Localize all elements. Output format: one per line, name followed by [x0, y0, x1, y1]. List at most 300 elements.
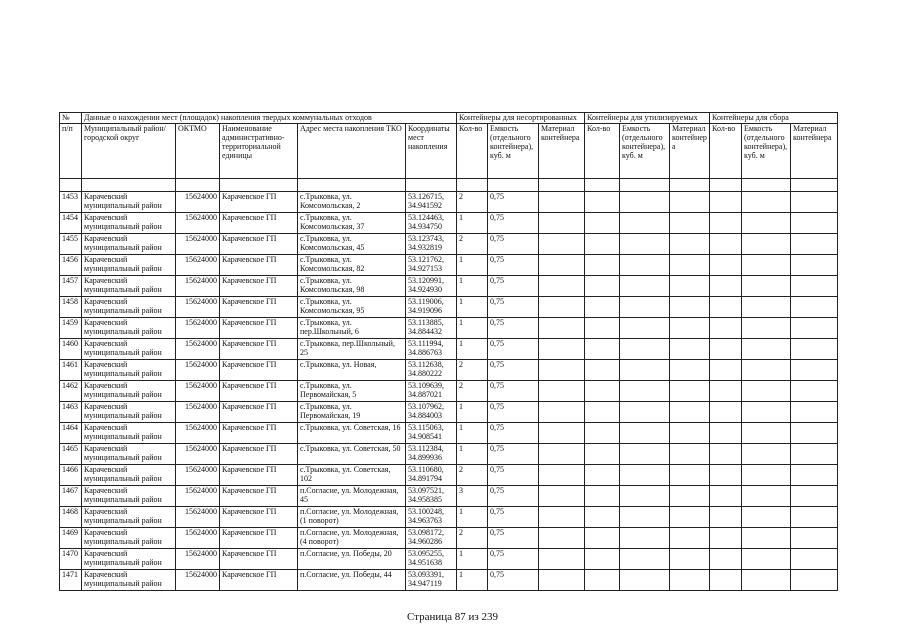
- cell-empty: [585, 486, 620, 507]
- cell-empty: [620, 402, 670, 423]
- cell-empty: [539, 297, 585, 318]
- cell-empty: [539, 360, 585, 381]
- cell-name: Карачевское ГП: [220, 360, 298, 381]
- cell-empty: [539, 318, 585, 339]
- cell-oktmo: 15624000: [176, 318, 220, 339]
- cell-volume: 0,75: [488, 297, 539, 318]
- cell-coords: 53.123743, 34.932819: [406, 234, 457, 255]
- table-row: [60, 297, 838, 318]
- table-row: [60, 339, 838, 360]
- cell-district: Карачевский муниципальный район: [82, 381, 176, 402]
- cell-empty: [710, 549, 742, 570]
- cell-volume: 0,75: [488, 486, 539, 507]
- cell-no: 1468: [60, 507, 82, 528]
- cell-oktmo: 15624000: [176, 549, 220, 570]
- cell-oktmo: 15624000: [176, 234, 220, 255]
- cell-empty: [620, 486, 670, 507]
- cell-empty: [791, 381, 838, 402]
- cell-name: Карачевское ГП: [220, 381, 298, 402]
- cell-name: Карачевское ГП: [220, 423, 298, 444]
- cell-oktmo: 15624000: [176, 360, 220, 381]
- cell-empty: [585, 234, 620, 255]
- cell-address: п.Согласие, ул. Победы, 20: [298, 549, 406, 570]
- cell-oktmo: 15624000: [176, 381, 220, 402]
- col-name: Наименование административно-территориальной единицы: [220, 124, 298, 179]
- cell-oktmo: 15624000: [176, 255, 220, 276]
- table-row: [60, 444, 838, 465]
- cell-empty: [670, 276, 710, 297]
- cell-empty: [620, 255, 670, 276]
- cell-empty: [791, 549, 838, 570]
- cell-address: п.Согласие, ул. Победы, 44: [298, 570, 406, 591]
- cell-oktmo: 15624000: [176, 213, 220, 234]
- cell-empty: [710, 213, 742, 234]
- cell-volume: 0,75: [488, 549, 539, 570]
- cell-empty: [585, 213, 620, 234]
- cell-no: 1453: [60, 192, 82, 213]
- cell-empty: [539, 213, 585, 234]
- cell-empty: [791, 486, 838, 507]
- cell-empty: [585, 549, 620, 570]
- cell-empty: [539, 444, 585, 465]
- cell-district: Карачевский муниципальный район: [82, 255, 176, 276]
- cell-qty: 1: [457, 444, 488, 465]
- cell-empty: [585, 276, 620, 297]
- waste-sites-table: [59, 112, 838, 591]
- col-material-3: Материал контейнера: [791, 124, 838, 179]
- col-qty-3: Кол-во: [710, 124, 742, 179]
- cell-qty: 3: [457, 486, 488, 507]
- cell-empty: [670, 318, 710, 339]
- cell-empty: [670, 297, 710, 318]
- cell-oktmo: 15624000: [176, 486, 220, 507]
- cell-address: с.Трыковка, ул. пер.Школьный, 6: [298, 318, 406, 339]
- cell-address: с.Трыковка, ул. Комсомольская, 82: [298, 255, 406, 276]
- cell-empty: [585, 318, 620, 339]
- cell-qty: 1: [457, 255, 488, 276]
- cell-empty: [539, 402, 585, 423]
- cell-volume: 0,75: [488, 318, 539, 339]
- cell-no: 1463: [60, 402, 82, 423]
- group-unsorted: Контейнеры для несортированных: [457, 113, 585, 124]
- cell-empty: [742, 444, 791, 465]
- cell-no: 1471: [60, 570, 82, 591]
- cell-empty: [791, 402, 838, 423]
- table-row: [60, 507, 838, 528]
- cell-address: п.Согласие, ул. Молодежная, (4 поворот): [298, 528, 406, 549]
- cell-empty: [620, 444, 670, 465]
- table-row: [60, 423, 838, 444]
- cell-empty: [539, 507, 585, 528]
- cell-coords: 53.093391, 34.947119: [406, 570, 457, 591]
- cell-empty: [585, 381, 620, 402]
- table-row: [60, 486, 838, 507]
- cell-district: Карачевский муниципальный район: [82, 402, 176, 423]
- cell-empty: [791, 570, 838, 591]
- cell-name: Карачевское ГП: [220, 213, 298, 234]
- cell-address: с.Трыковка, ул. Комсомольская, 2: [298, 192, 406, 213]
- cell-empty: [585, 570, 620, 591]
- cell-empty: [710, 192, 742, 213]
- cell-empty: [670, 234, 710, 255]
- cell-empty: [742, 318, 791, 339]
- cell-district: Карачевский муниципальный район: [82, 465, 176, 486]
- table-row: [60, 465, 838, 486]
- cell-district: Карачевский муниципальный район: [82, 276, 176, 297]
- cell-empty: [710, 444, 742, 465]
- cell-empty: [670, 465, 710, 486]
- cell-name: Карачевское ГП: [220, 255, 298, 276]
- cell-empty: [620, 234, 670, 255]
- cell-qty: 2: [457, 360, 488, 381]
- cell-empty: [791, 444, 838, 465]
- cell-qty: 1: [457, 339, 488, 360]
- cell-empty: [620, 360, 670, 381]
- cell-address: с.Трыковка, ул. Первомайская, 5: [298, 381, 406, 402]
- cell-district: Карачевский муниципальный район: [82, 528, 176, 549]
- cell-address: п.Согласие, ул. Молодежная, 45: [298, 486, 406, 507]
- cell-no: 1469: [60, 528, 82, 549]
- cell-address: с.Трыковка, ул. Комсомольская, 95: [298, 297, 406, 318]
- cell-coords: 53.097521, 34.958385: [406, 486, 457, 507]
- cell-empty: [710, 297, 742, 318]
- cell-coords: 53.112384, 34.899936: [406, 444, 457, 465]
- cell-empty: [742, 423, 791, 444]
- col-volume-3: Емкость (отдельного контейнера), куб. м: [742, 124, 791, 179]
- cell-empty: [710, 402, 742, 423]
- table-row: [60, 570, 838, 591]
- cell-district: Карачевский муниципальный район: [82, 234, 176, 255]
- cell-district: Карачевский муниципальный район: [82, 318, 176, 339]
- cell-coords: 53.095255, 34.951638: [406, 549, 457, 570]
- cell-oktmo: 15624000: [176, 570, 220, 591]
- table-row: [60, 528, 838, 549]
- cell-oktmo: 15624000: [176, 465, 220, 486]
- header-row-groups: [60, 113, 838, 124]
- cell-empty: [670, 570, 710, 591]
- cell-empty: [539, 465, 585, 486]
- cell-empty: [539, 234, 585, 255]
- cell-empty: [710, 381, 742, 402]
- col-district: Муниципальный район/городской округ: [82, 124, 176, 179]
- cell-empty: [742, 276, 791, 297]
- cell-empty: [585, 402, 620, 423]
- cell-empty: [539, 549, 585, 570]
- cell-empty: [620, 465, 670, 486]
- cell-name: Карачевское ГП: [220, 234, 298, 255]
- cell-qty: 1: [457, 297, 488, 318]
- cell-empty: [710, 339, 742, 360]
- cell-empty: [620, 318, 670, 339]
- cell-empty: [710, 486, 742, 507]
- cell-volume: 0,75: [488, 570, 539, 591]
- col-address: Адрес места накопления ТКО: [298, 124, 406, 179]
- cell-empty: [585, 528, 620, 549]
- cell-empty: [620, 381, 670, 402]
- col-no: п/п: [60, 124, 82, 179]
- cell-oktmo: 15624000: [176, 402, 220, 423]
- table-row: [60, 402, 838, 423]
- cell-name: Карачевское ГП: [220, 570, 298, 591]
- cell-empty: [742, 360, 791, 381]
- cell-name: Карачевское ГП: [220, 549, 298, 570]
- cell-empty: [710, 423, 742, 444]
- cell-volume: 0,75: [488, 423, 539, 444]
- cell-empty: [585, 297, 620, 318]
- cell-volume: 0,75: [488, 339, 539, 360]
- cell-empty: [585, 465, 620, 486]
- cell-oktmo: 15624000: [176, 423, 220, 444]
- cell-oktmo: 15624000: [176, 297, 220, 318]
- col-volume: Емкость (отдельного контейнера), куб. м: [488, 124, 539, 179]
- cell-empty: [585, 444, 620, 465]
- cell-empty: [742, 213, 791, 234]
- cell-qty: 1: [457, 423, 488, 444]
- cell-volume: 0,75: [488, 528, 539, 549]
- cell-empty: [585, 423, 620, 444]
- cell-volume: 0,75: [488, 255, 539, 276]
- col-material: Материал контейнера: [539, 124, 585, 179]
- cell-district: Карачевский муниципальный район: [82, 423, 176, 444]
- cell-empty: [791, 213, 838, 234]
- cell-district: Карачевский муниципальный район: [82, 297, 176, 318]
- cell-empty: [670, 507, 710, 528]
- cell-empty: [539, 486, 585, 507]
- table-row: [60, 234, 838, 255]
- cell-coords: 53.121762, 34.927153: [406, 255, 457, 276]
- cell-empty: [585, 360, 620, 381]
- cell-volume: 0,75: [488, 507, 539, 528]
- cell-no: 1467: [60, 486, 82, 507]
- cell-district: Карачевский муниципальный район: [82, 192, 176, 213]
- cell-empty: [670, 381, 710, 402]
- cell-empty: [620, 570, 670, 591]
- table-row: [60, 318, 838, 339]
- cell-volume: 0,75: [488, 381, 539, 402]
- cell-name: Карачевское ГП: [220, 465, 298, 486]
- cell-oktmo: 15624000: [176, 507, 220, 528]
- cell-empty: [585, 339, 620, 360]
- cell-no: 1454: [60, 213, 82, 234]
- cell-name: Карачевское ГП: [220, 402, 298, 423]
- cell-name: Карачевское ГП: [220, 339, 298, 360]
- cell-empty: [670, 339, 710, 360]
- cell-volume: 0,75: [488, 213, 539, 234]
- cell-empty: [539, 339, 585, 360]
- cell-empty: [742, 402, 791, 423]
- cell-empty: [670, 402, 710, 423]
- cell-address: п.Согласие, ул. Молодежная, (1 поворот): [298, 507, 406, 528]
- cell-volume: 0,75: [488, 192, 539, 213]
- cell-empty: [539, 192, 585, 213]
- cell-qty: 1: [457, 507, 488, 528]
- cell-address: с.Трыковка, ул. Советская, 50: [298, 444, 406, 465]
- cell-oktmo: 15624000: [176, 192, 220, 213]
- cell-empty: [620, 192, 670, 213]
- cell-empty: [539, 570, 585, 591]
- cell-no: 1470: [60, 549, 82, 570]
- cell-name: Карачевское ГП: [220, 297, 298, 318]
- table-row: [60, 192, 838, 213]
- cell-empty: [710, 507, 742, 528]
- cell-qty: 2: [457, 465, 488, 486]
- cell-oktmo: 15624000: [176, 276, 220, 297]
- cell-empty: [670, 444, 710, 465]
- cell-coords: 53.107962, 34.884003: [406, 402, 457, 423]
- cell-qty: 1: [457, 318, 488, 339]
- col-qty: Кол-во: [457, 124, 488, 179]
- cell-qty: 1: [457, 549, 488, 570]
- table-row: [60, 213, 838, 234]
- cell-name: Карачевское ГП: [220, 318, 298, 339]
- table-row: [60, 549, 838, 570]
- table-row: [60, 276, 838, 297]
- cell-empty: [620, 297, 670, 318]
- col-material-2: Материал контейнер а: [670, 124, 710, 179]
- cell-empty: [742, 192, 791, 213]
- cell-qty: 2: [457, 528, 488, 549]
- cell-address: с.Трыковка, ул. Советская, 102: [298, 465, 406, 486]
- cell-empty: [742, 507, 791, 528]
- cell-empty: [670, 528, 710, 549]
- cell-address: с.Трыковка, пер.Школьный, 25: [298, 339, 406, 360]
- cell-empty: [585, 507, 620, 528]
- cell-empty: [742, 381, 791, 402]
- cell-empty: [670, 360, 710, 381]
- cell-empty: [670, 192, 710, 213]
- cell-empty: [791, 465, 838, 486]
- cell-empty: [791, 360, 838, 381]
- cell-district: Карачевский муниципальный район: [82, 213, 176, 234]
- cell-volume: 0,75: [488, 360, 539, 381]
- cell-empty: [539, 423, 585, 444]
- cell-empty: [791, 339, 838, 360]
- cell-address: с.Трыковка, ул. Советская, 16: [298, 423, 406, 444]
- cell-empty: [670, 423, 710, 444]
- cell-empty: [710, 465, 742, 486]
- cell-empty: [670, 213, 710, 234]
- table-row: [60, 360, 838, 381]
- header-spacer-row: [60, 179, 838, 192]
- cell-district: Карачевский муниципальный район: [82, 360, 176, 381]
- cell-empty: [791, 423, 838, 444]
- group-location: Данные о нахождении мест (площадок) накопления твердых коммунальных отходов: [82, 113, 457, 124]
- cell-empty: [539, 528, 585, 549]
- cell-address: с.Трыковка, ул. Комсомольская, 45: [298, 234, 406, 255]
- cell-empty: [620, 507, 670, 528]
- cell-empty: [742, 465, 791, 486]
- cell-no: 1460: [60, 339, 82, 360]
- cell-address: с.Трыковка, ул. Комсомольская, 37: [298, 213, 406, 234]
- col-oktmo: ОКТМО: [176, 124, 220, 179]
- cell-coords: 53.100248, 34.963763: [406, 507, 457, 528]
- cell-empty: [539, 276, 585, 297]
- cell-name: Карачевское ГП: [220, 276, 298, 297]
- cell-qty: 1: [457, 213, 488, 234]
- cell-qty: 1: [457, 402, 488, 423]
- cell-empty: [710, 528, 742, 549]
- cell-name: Карачевское ГП: [220, 507, 298, 528]
- cell-no: 1465: [60, 444, 82, 465]
- cell-empty: [620, 339, 670, 360]
- cell-volume: 0,75: [488, 444, 539, 465]
- cell-empty: [539, 381, 585, 402]
- cell-qty: 2: [457, 381, 488, 402]
- cell-coords: 53.126715, 34.941592: [406, 192, 457, 213]
- cell-volume: 0,75: [488, 402, 539, 423]
- cell-qty: 1: [457, 276, 488, 297]
- cell-oktmo: 15624000: [176, 528, 220, 549]
- cell-empty: [710, 360, 742, 381]
- col-qty-2: Кол-во: [585, 124, 620, 179]
- cell-empty: [791, 507, 838, 528]
- cell-empty: [742, 549, 791, 570]
- cell-empty: [670, 255, 710, 276]
- cell-volume: 0,75: [488, 234, 539, 255]
- cell-empty: [670, 549, 710, 570]
- cell-no: 1456: [60, 255, 82, 276]
- cell-volume: 0,75: [488, 276, 539, 297]
- cell-no: 1462: [60, 381, 82, 402]
- cell-coords: 53.109639, 34.887021: [406, 381, 457, 402]
- col-coords: Координаты мест накопления: [406, 124, 457, 179]
- cell-name: Карачевское ГП: [220, 486, 298, 507]
- cell-coords: 53.112638, 34.880222: [406, 360, 457, 381]
- cell-no: 1457: [60, 276, 82, 297]
- cell-coords: 53.110680, 34.891794: [406, 465, 457, 486]
- cell-coords: 53.111994, 34.886763: [406, 339, 457, 360]
- table-row: [60, 381, 838, 402]
- col-volume-2: Емкость (отдельного контейнера), куб. м: [620, 124, 670, 179]
- cell-empty: [710, 318, 742, 339]
- group-collection: Контейнеры для сбора: [710, 113, 838, 124]
- cell-no: 1464: [60, 423, 82, 444]
- cell-volume: 0,75: [488, 465, 539, 486]
- cell-oktmo: 15624000: [176, 444, 220, 465]
- cell-empty: [791, 255, 838, 276]
- cell-address: с.Трыковка, ул. Комсомольская, 98: [298, 276, 406, 297]
- cell-district: Карачевский муниципальный район: [82, 507, 176, 528]
- cell-coords: 53.120991, 34.924930: [406, 276, 457, 297]
- cell-district: Карачевский муниципальный район: [82, 570, 176, 591]
- cell-name: Карачевское ГП: [220, 192, 298, 213]
- cell-no: 1459: [60, 318, 82, 339]
- cell-empty: [620, 528, 670, 549]
- group-recyclable: Контейнеры для утилизируемых: [585, 113, 710, 124]
- cell-empty: [791, 276, 838, 297]
- cell-empty: [742, 339, 791, 360]
- cell-no: 1461: [60, 360, 82, 381]
- cell-coords: 53.119006, 34.919096: [406, 297, 457, 318]
- cell-empty: [742, 234, 791, 255]
- cell-district: Карачевский муниципальный район: [82, 339, 176, 360]
- header-row-columns: [60, 124, 838, 179]
- cell-qty: 1: [457, 570, 488, 591]
- cell-empty: [791, 528, 838, 549]
- cell-address: с.Трыковка, ул. Первомайская, 19: [298, 402, 406, 423]
- page-number: Страница 87 из 239: [406, 611, 499, 623]
- cell-district: Карачевский муниципальный район: [82, 486, 176, 507]
- cell-empty: [539, 255, 585, 276]
- cell-coords: 53.113885, 34.884432: [406, 318, 457, 339]
- cell-empty: [620, 276, 670, 297]
- cell-empty: [710, 570, 742, 591]
- cell-empty: [670, 486, 710, 507]
- cell-coords: 53.124463, 34.934750: [406, 213, 457, 234]
- cell-empty: [710, 276, 742, 297]
- cell-empty: [620, 213, 670, 234]
- table-row: [60, 255, 838, 276]
